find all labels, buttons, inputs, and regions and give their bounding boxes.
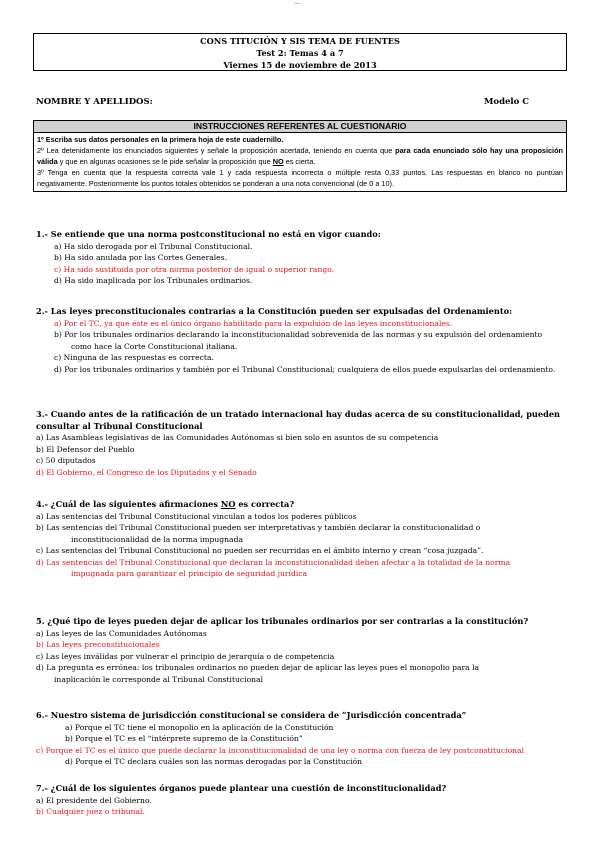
option-b[interactable]: b) Porque el TC es el “intérprete supremo de la Constitución” — [65, 734, 303, 743]
exam-header — [33, 33, 567, 71]
option-b[interactable]: b) Ha sido anulada por las Cortes Generales. — [54, 253, 227, 262]
option-a[interactable]: a) Las Asambleas legislativas de las Comunidades Autónomas si bien solo en asuntos de su competencia — [36, 433, 439, 442]
question-title: 2.- Las leyes preconstitucionales contrarias a la Constitución pueden ser expulsadas del Ordenamiento: — [36, 306, 513, 316]
question-1 — [36, 229, 568, 287]
instruction-1: 1º Escriba sus datos personales en la primera hoja de este cuadernillo. — [37, 135, 284, 144]
option-d[interactable]: d) La pregunta es errónea: los tribunales ordinarios no pueden dejar de aplicar las leyes pues el monopolio para la inaplicación le corresponde al Tribunal Constitucional — [36, 663, 480, 684]
question-title: 1.- Se entiende que una norma postconstitucional no está en vigor cuando: — [36, 229, 381, 239]
question-title: 3.- Cuando antes de la ratificación de un tratado internacional hay dudas acerca de su constitucionalidad, pueden consultar al Tribunal Constitucional — [36, 409, 560, 431]
name-label: NOMBRE Y APELLIDOS: — [36, 97, 153, 107]
option-a[interactable]: a) El presidente del Gobierno. — [36, 795, 152, 805]
question-3 — [36, 409, 568, 478]
instructions-title: INSTRUCCIONES REFERENTES AL CUESTIONARIO — [34, 121, 566, 133]
page-mark: — — [294, 0, 300, 7]
question-6 — [36, 710, 568, 768]
option-a-answer[interactable]: a) Por el TC, ya que éste es el único órgano habilitado para la expulsión de las leyes inconstitucionales. — [54, 318, 453, 328]
option-b[interactable]: b) Las sentencias del Tribunal Constitucional pueden ser interpretativas y también declarar la constitucionalidad o inconstitucionalidad de la norma impugnada — [36, 523, 481, 544]
exam-date: Viernes 15 de noviembre de 2013 — [223, 60, 377, 70]
instruction-3: 3º Tenga en cuenta que la respuesta correcta vale 1 y cada respuesta incorrecta o múltiple resta 0,33 puntos. Las respuestas en blanco no puntúan negativamente. Posteriormente los puntos totales obtenidos se ponderan a una nota convencional (de 0 a 10). — [37, 168, 563, 188]
question-2 — [36, 306, 568, 375]
option-d[interactable]: d) Porque el TC declara cuáles son las normas derogadas por la Constitución — [65, 757, 362, 766]
course-title: CONS TITUCIÓN Y SIS TEMA DE FUENTES — [200, 36, 400, 46]
option-b[interactable]: b) El Defensor del Pueblo — [36, 444, 135, 454]
question-title: 5. ¿Qué tipo de leyes pueden dejar de aplicar los tribunales ordinarios por ser contrarias a la constitución? — [36, 616, 529, 626]
option-a[interactable]: a) Las sentencias del Tribunal Constitucional vinculan a todos los poderes públicos — [36, 511, 357, 521]
option-d-answer[interactable]: d) Las sentencias del Tribunal Constitucional que declaran la inconstitucionalidad deben afectar a la totalidad de la norma impugnada para garantizar el principio de seguridad jurídica — [36, 557, 511, 578]
question-title: 4.- ¿Cuál de las siguientes afirmaciones NO es correcta? — [36, 499, 295, 509]
option-b-answer[interactable]: b) Cualquier juez o tribunal. — [36, 807, 145, 816]
option-c[interactable]: c) Las sentencias del Tribunal Constitucional no pueden ser recurridas en el ámbito interno y crean “cosa juzgada”. — [36, 546, 484, 555]
option-c[interactable]: c) Las leyes inválidas por vulnerar el principio de jerarquía o de competencia — [36, 651, 335, 661]
instructions-body — [34, 133, 566, 191]
instructions-box — [33, 120, 567, 192]
option-b-answer[interactable]: b) Las leyes preconstitucionales — [36, 640, 160, 649]
option-a[interactable]: a) Las leyes de las Comunidades Autónomas — [36, 628, 207, 638]
instruction-2: 2º Lea detenidamente los enunciados siguientes y señale la proposición acertada, teniendo en cuenta que para cada enunciado sólo hay una proposición válida y que en algunas ocasiones se le pide señalar la proposición que NO es cierta. — [37, 146, 563, 166]
option-c-answer[interactable]: c) Ha sido sustituida por otra norma posterior de igual o superior rango. — [54, 264, 335, 274]
option-a[interactable]: a) Porque el TC tiene el monopolio en la aplicación de la Constitución — [65, 722, 334, 732]
option-d[interactable]: d) Por los tribunales ordinarios y también por el Tribunal Constitucional; cualquiera de ellos puede expulsarlas del ordenamiento. — [54, 364, 556, 374]
question-title: 6.- Nuestro sistema de jurisdicción constitucional se considera de “Jurisdicción concentrada” — [36, 710, 467, 720]
question-5 — [36, 616, 568, 685]
option-d-answer[interactable]: d) El Gobierno, el Congreso de los Diputados y el Senado — [36, 467, 257, 477]
option-c-answer[interactable]: c) Porque el TC es el único que puede declarar la inconstitucionalidad de una ley o norma con fuerza de ley postconstitucional — [36, 745, 525, 755]
option-c[interactable]: c) Ninguna de las respuestas es correcta. — [54, 353, 214, 362]
model-label: Modelo C — [484, 97, 530, 107]
option-a[interactable]: a) Ha sido derogada por el Tribunal Constitucional. — [54, 241, 253, 251]
option-c[interactable]: c) 50 diputados — [36, 456, 96, 465]
option-d[interactable]: d) Ha sido inaplicada por los Tribunales ordinarios. — [54, 276, 253, 285]
question-title: 7.- ¿Cuál de los siguientes órganos puede plantear una cuestión de inconstitucionalidad? — [36, 783, 447, 793]
question-7 — [36, 783, 568, 818]
test-title: Test 2: Temas 4 a 7 — [256, 48, 344, 58]
option-b[interactable]: b) Por los tribunales ordinarios declarando la inconstitucionalidad sobrevenida de las normas y su expulsión del ordenamiento como hace la Corte Constitucional italiana. — [54, 330, 543, 351]
question-4 — [36, 499, 568, 580]
